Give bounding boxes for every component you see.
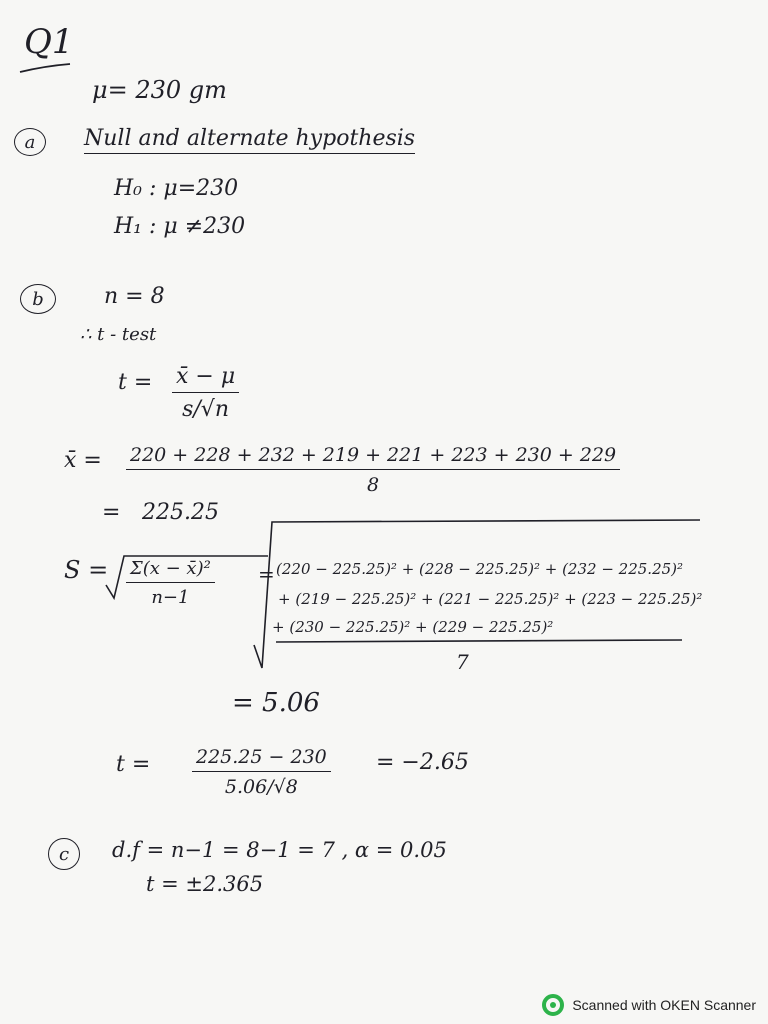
xbar-equals: =: [102, 500, 121, 525]
alternate-hypothesis: H₁ : μ ≠230: [114, 214, 246, 239]
xbar-numerator: 220 + 228 + 232 + 219 + 221 + 223 + 230 + 229: [126, 444, 620, 470]
scanner-watermark: [542, 994, 756, 1016]
t-formula: [172, 364, 239, 422]
s-lhs: S =: [64, 556, 109, 584]
s-term-line-2: + (219 − 225.25)² + (221 − 225.25)² + (223 − 225.25)²: [278, 590, 703, 608]
s-formula: [126, 558, 215, 608]
sample-size: n = 8: [104, 284, 165, 309]
question-label: Q1: [24, 22, 74, 62]
t-formula-numerator: x̄ − μ: [172, 364, 239, 393]
part-a-heading: Null and alternate hypothesis: [84, 126, 415, 154]
t-calc-lhs: t =: [116, 752, 151, 777]
oken-scanner-logo-icon: [542, 994, 564, 1016]
s-term-line-1: (220 − 225.25)² + (228 − 225.25)² + (232 − 225.25)²: [276, 560, 684, 578]
xbar-lhs: x̄ =: [64, 448, 102, 473]
t-formula-denominator: s/√n: [182, 397, 229, 422]
degrees-of-freedom: d.f = n−1 = 8−1 = 7 , α = 0.05: [112, 838, 447, 862]
mean-given: μ= 230 gm: [92, 76, 227, 104]
s-value: = 5.06: [232, 688, 320, 718]
xbar-formula: [126, 444, 620, 496]
t-calc-numerator: 225.25 − 230: [192, 746, 331, 772]
scanner-watermark-text: Scanned with OKEN Scanner: [572, 997, 756, 1013]
null-hypothesis: H₀ : μ=230: [114, 176, 239, 201]
part-c-marker: c: [48, 838, 80, 870]
test-type: ∴ t - test: [80, 324, 157, 345]
xbar-value: 225.25: [142, 500, 219, 525]
s-formula-numerator: Σ(x − x̄)²: [126, 558, 215, 583]
t-calc-formula: [192, 746, 331, 798]
t-calc-denominator: 5.06/√8: [224, 776, 298, 798]
t-critical: t = ±2.365: [146, 872, 264, 896]
t-formula-lhs: t =: [118, 370, 153, 395]
s-term-line-3: + (230 − 225.25)² + (229 − 225.25)²: [272, 618, 554, 636]
part-a-marker: a: [14, 128, 46, 156]
s-expansion-denominator: 7: [456, 650, 469, 674]
part-b-marker: b: [20, 284, 56, 314]
s-expansion-equals: =: [258, 562, 275, 586]
t-calc-result: = −2.65: [376, 750, 469, 775]
xbar-denominator: 8: [367, 474, 380, 496]
s-formula-denominator: n−1: [151, 587, 190, 608]
